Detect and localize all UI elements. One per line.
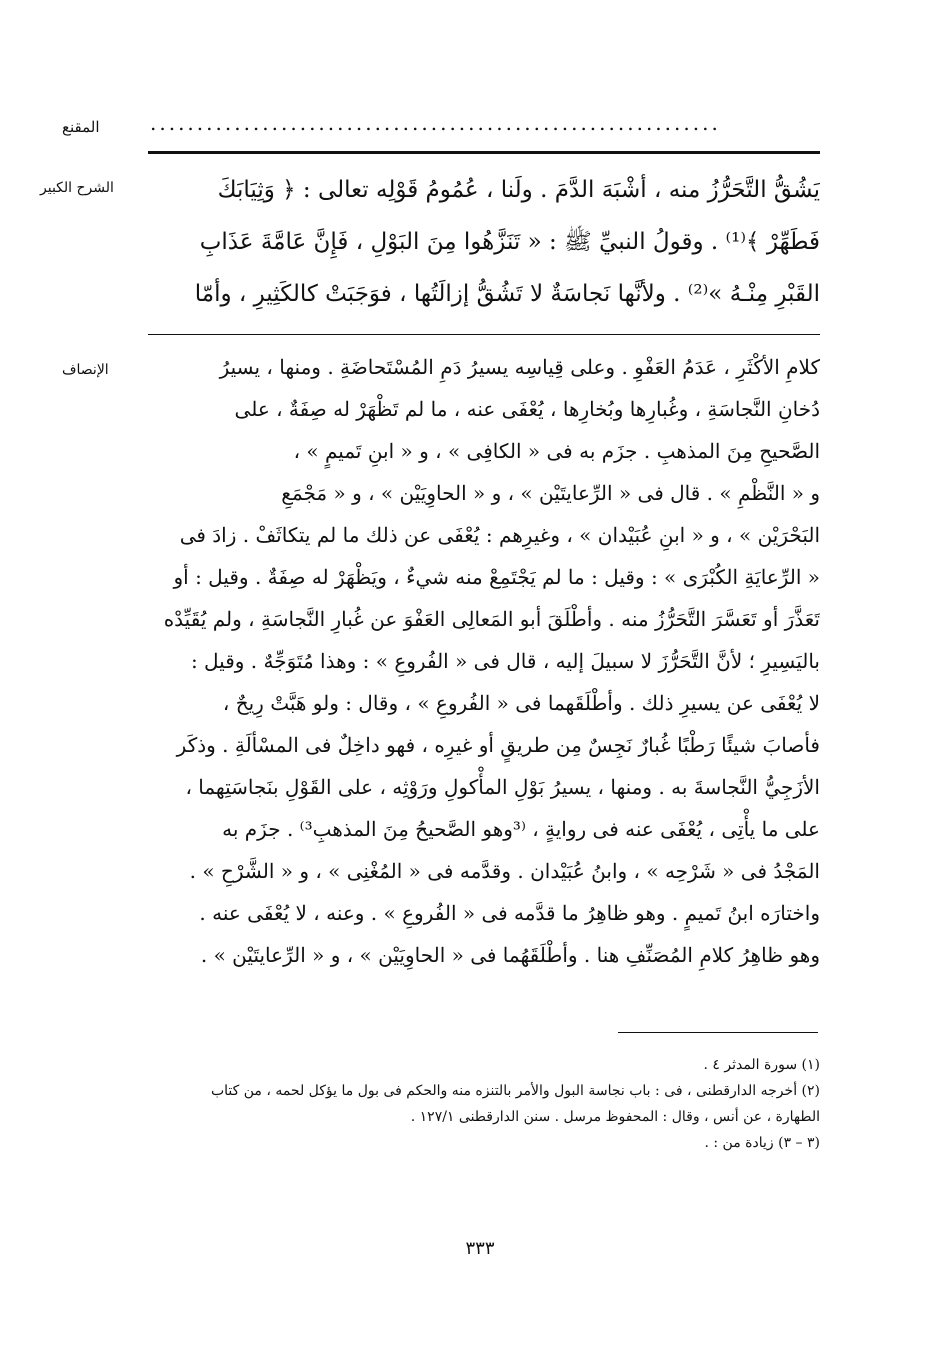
insaf-line: لا يُعْفَى عن يسيرِ ذلك . وأطْلَقَهما فى « الفُروعِ » ، وقال : ولو هَبَّتْ رِيحٌ ، [222,691,820,715]
sharh-line: فَطَهِّرْ ﴾⁽¹⁾ . وقولُ النبيِّ ﷺ : « تَنَزَّهُوا مِنَ البَوْلِ ، فَإِنَّ عَامَّةَ عَذَابِ [199,229,820,255]
header-rule [148,151,820,154]
insaf-line: واختارَه ابنُ تَميمٍ . وهو ظاهِرُ ما قدَّمه فى « الفُروعِ » . وعنه ، لا يُعْفَى عنه . [199,901,820,925]
insaf-line: باليَسِيرِ ؛ لأنَّ التَّحَرُّزَ لا سبيلَ إليه ، قال فى « الفُروعِ » : وهذا مُتَوَجِّهٌ . وقيل : [190,649,820,673]
page-number: ٣٣٣ [465,1238,495,1259]
insaf-section-label: الإنصاف [62,362,109,378]
insaf-line: تَعَذَّرَ أو تَعَسَّرَ التَّحَرُّزُ منه . وأطْلَقَ أبو المَعالِى العَفْوَ عن غُبارِ النَّجاسَةِ ، ولم يُقَيِّدْه [163,607,820,631]
insaf-line: البَحْرَيْن » ، و « ابنِ عُبَيْدان » ، وغيرِهم : يُعْفَى عن ذلك ما لم يتكاثَفْ . زادَ فى [179,523,820,547]
section-divider [148,334,820,335]
footnote-separator [618,1032,818,1033]
footnote-line: (٢) أخرجه الدارقطنى ، فى : باب نجاسة البول والأمر بالتنزه منه والحكم فى بول ما يؤكل لحمه ، من كتاب [210,1083,820,1099]
footnote-line: (١) سورة المدثر ٤ . [703,1057,820,1073]
insaf-text-block [148,346,820,976]
sharh-line: القَبْرِ مِنْـهُ »⁽²⁾ . ولأنَّها نَجاسَةٌ لا تَشُقُّ إزالَتُها ، فوَجَبَتْ كالكَثِيرِ ، وأمّا [194,281,820,307]
footnotes [148,1052,820,1156]
insaf-line: الصَّحيحِ مِنَ المذهبِ . جزَم به فى « الكافِى » ، و « ابنِ تَميمٍ » ، [293,439,820,463]
insaf-line: فأصابَ شيئًا رَطْبًا غُبارٌ نَجِسٌ مِن طريقٍ أو غيرِه ، فهو داخِلٌ فى المسْألَةِ . وذكَر [176,733,820,757]
insaf-line: « الرِّعايَةِ الكُبْرَى » : وقيل : ما لم يَجْتَمِعْ منه شيءٌ ، ويَظْهَرْ له صِفَةٌ . وقيل : أو [173,565,820,589]
insaf-line: على ما يأْتِى ، يُعْفَى عنه فى روايةٍ ، ⁽³وهو الصَّحيحُ مِنَ المذهبِ³⁾ . جزَم به [222,817,820,841]
insaf-line: و « النَّظْمِ » . قال فى « الرِّعايتَيْن » ، و « الحاوِيَيْن » ، و « مَجْمَعِ [281,481,820,505]
insaf-line: وهو ظاهِرُ كلامِ المُصَنِّفِ هنا . وأطْلَقَهُما فى « الحاوِيَيْن » ، و « الرِّعايتَيْن » . [200,943,820,967]
insaf-line: دُخانِ النَّجاسَةِ ، وغُبارِها وبُخارِها ، يُعْفَى عنه ، ما لم تَظْهَرْ له صِفَةٌ ، على [234,397,820,421]
sharh-text-block [148,164,820,320]
header-dotted-leader: ............................................................. [150,111,721,135]
insaf-line: الأزَجِيُّ النَّجاسةَ به . ومنها ، يسيرُ بَوْلِ المأْكولِ ورَوْثِه ، على القَوْلِ بنَجاسَتِهما ، [185,775,820,799]
running-title: المقنع [62,118,100,136]
sharh-section-label: الشرح الكبير [40,180,114,196]
footnote-line: (٣ – ٣) زيادة من : . [704,1135,820,1151]
insaf-line: كلامِ الأكْثَرِ ، عَدَمُ العَفْوِ . وعلى قِياسِه يسيرُ دَمِ المُسْتَحاضَةِ . ومنها ، يسيرُ [219,355,820,379]
footnote-line: الطهارة ، عن أنس ، وقال : المحفوظ مرسل . سنن الدارقطنى ١٢٧/١ . [410,1109,820,1125]
insaf-line: المَجْدُ فى « شَرْحِه » ، وابنُ عُبَيْدان . وقدَّمه فى « المُغْنِى » ، و « الشَّرْحِ » . [189,859,820,883]
sharh-line: يَشُقُّ التَّحَرُّزُ منه ، أشْبَهَ الدَّمَ . ولَنا ، عُمُومُ قَوْلِه تعالى : ﴿ وَثِيَابَكَ [217,177,820,203]
